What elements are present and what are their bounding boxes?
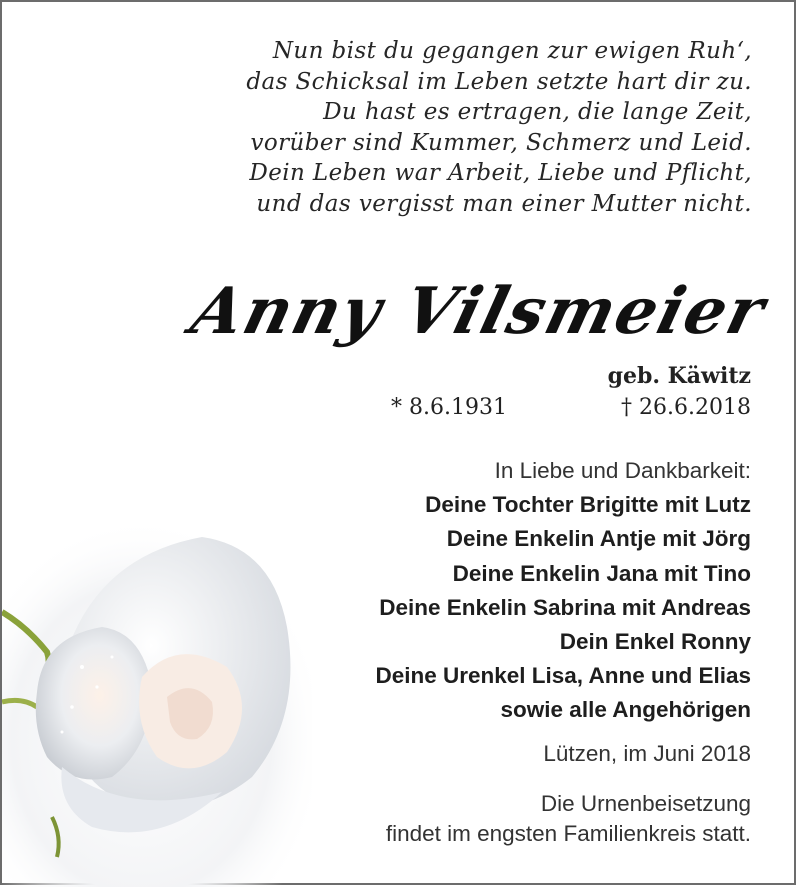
poem-line: und das vergisst man einer Mutter nicht. xyxy=(256,190,752,217)
poem-line: Dein Leben war Arbeit, Liebe und Pflicht, xyxy=(249,160,752,186)
poem-line: Nun bist du gegangen zur ewigen Ruh‘, xyxy=(272,38,752,64)
mourner-line: Dein Enkel Ronny xyxy=(559,629,751,655)
life-dates xyxy=(391,395,751,420)
birth-name: geb. Käwitz xyxy=(607,363,751,389)
burial-line: Die Urnenbeisetzung xyxy=(540,791,751,816)
poem xyxy=(52,36,752,219)
poem-line: Du hast es ertragen, die lange Zeit, xyxy=(323,99,752,125)
mourner-line: sowie alle Angehörigen xyxy=(500,697,751,723)
mourners-intro: In Liebe und Dankbarkeit: xyxy=(494,458,751,483)
mourner-line: Deine Enkelin Jana mit Tino xyxy=(452,560,751,586)
birth-date: * 8.6.1931 xyxy=(391,395,507,420)
poem-line: das Schicksal im Leben setzte hart dir zu. xyxy=(246,68,752,95)
burial-line: findet im engsten Familienkreis statt. xyxy=(385,821,751,846)
place-date: Lützen, im Juni 2018 xyxy=(543,741,751,766)
mourner-line: Deine Urenkel Lisa, Anne und Elias xyxy=(375,663,751,689)
deceased-name: Anny Vilsmeier xyxy=(184,274,774,349)
mourner-line: Deine Tochter Brigitte mit Lutz xyxy=(425,492,751,518)
poem-line: vorüber sind Kummer, Schmerz und Leid. xyxy=(250,129,752,156)
mourners-list xyxy=(191,454,751,728)
mourner-line: Deine Enkelin Antje mit Jörg xyxy=(446,526,751,552)
death-date: † 26.6.2018 xyxy=(621,395,751,420)
burial-notice xyxy=(386,789,751,849)
mourner-line: Deine Enkelin Sabrina mit Andreas xyxy=(379,594,751,620)
